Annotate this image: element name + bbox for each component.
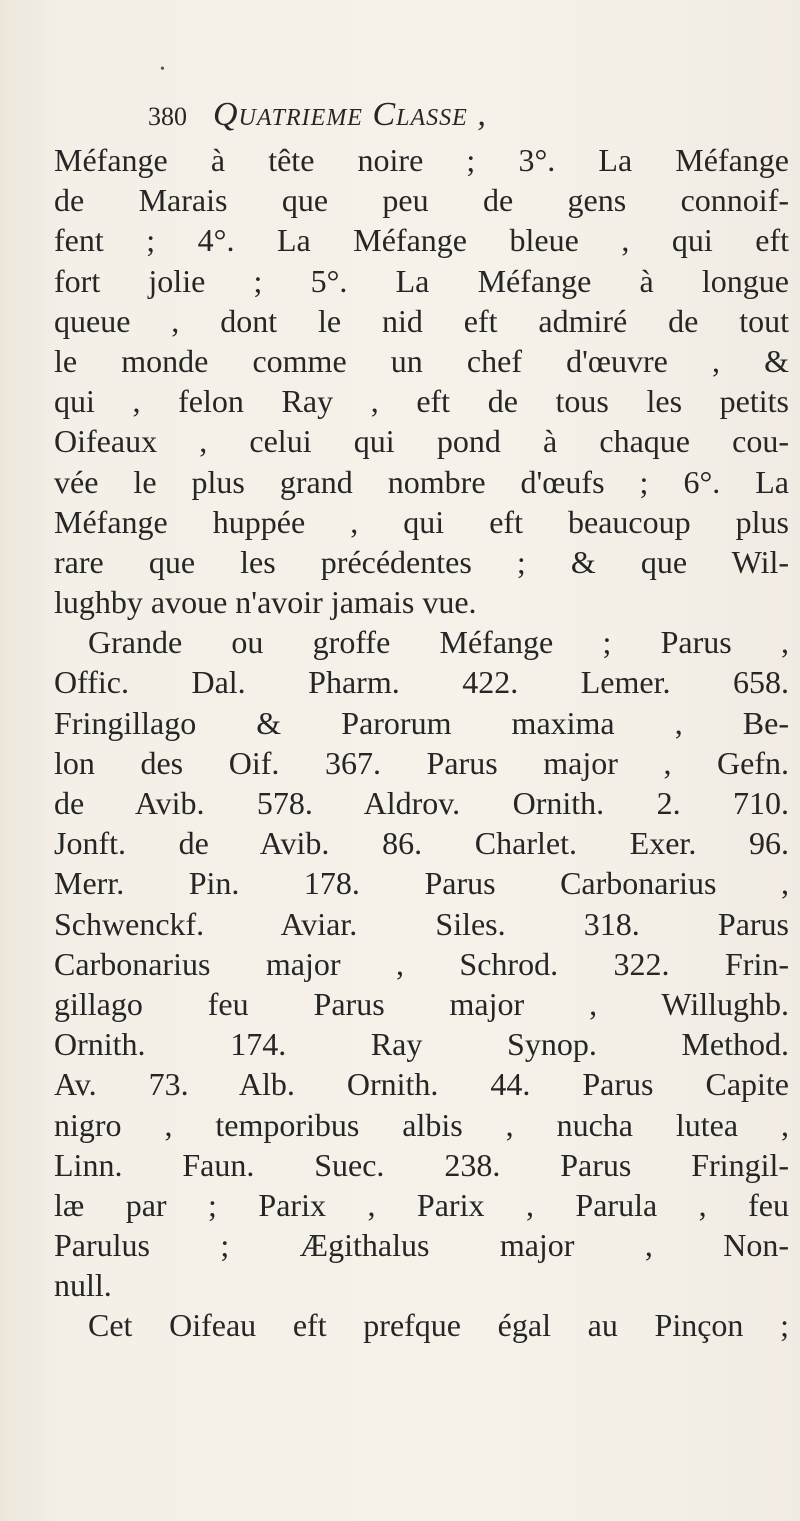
page-number: 380 bbox=[148, 102, 187, 131]
text-line: Jonft. de Avib. 86. Charlet. Exer. 96. bbox=[54, 825, 789, 862]
text-line: lughby avoue n'avoir jamais vue. bbox=[54, 584, 477, 621]
text-line: Schwenckf. Aviar. Siles. 318. Parus bbox=[54, 905, 789, 942]
text-line: Carbonarius major , Schrod. 322. Frin- bbox=[54, 945, 789, 982]
text-line: Av. 73. Alb. Ornith. 44. Parus Capite bbox=[54, 1066, 789, 1103]
text-line: Méfange huppée , qui eft beaucoup plus bbox=[54, 503, 789, 540]
paragraph-1 bbox=[54, 140, 789, 622]
text-line: null. bbox=[54, 1267, 112, 1304]
text-line: Oifeaux , celui qui pond à chaque cou- bbox=[54, 423, 789, 460]
text-line: Offic. Dal. Pharm. 422. Lemer. 658. bbox=[54, 664, 789, 701]
text-line: de Avib. 578. Aldrov. Ornith. 2. 710. bbox=[54, 785, 789, 821]
text-line: de Marais que peu de gens connoif- bbox=[54, 182, 789, 219]
page-header bbox=[148, 96, 788, 136]
text-line: lon des Oif. 367. Parus major , Gefn. bbox=[54, 744, 789, 781]
running-title: Quatrieme Classe , bbox=[213, 96, 487, 133]
text-line: fort jolie ; 5°. La Méfange à longue bbox=[54, 262, 789, 299]
text-line: Méfange à tête noire ; 3°. La Méfange bbox=[54, 142, 789, 178]
text-line: le monde comme un chef d'œuvre , & bbox=[54, 342, 789, 379]
text-line: gillago feu Parus major , Willughb. bbox=[54, 985, 789, 1022]
text-line: Grande ou groffe Méfange ; Parus , bbox=[88, 624, 789, 661]
text-line: Fringillago & Parorum maxima , Be- bbox=[54, 704, 789, 741]
text-line: vée le plus grand nombre d'œufs ; 6°. La bbox=[54, 463, 789, 500]
text-line: Cet Oifeau eft prefque égal au Pinçon ; bbox=[88, 1307, 789, 1344]
body-text bbox=[54, 140, 789, 1346]
text-line: nigro , temporibus albis , nucha lutea , bbox=[54, 1106, 789, 1143]
text-line: queue , dont le nid eft admiré de tout bbox=[54, 302, 789, 339]
text-line: qui , felon Ray , eft de tous les petits bbox=[54, 383, 789, 420]
text-line: Linn. Faun. Suec. 238. Parus Fringil- bbox=[54, 1146, 789, 1183]
paragraph-2 bbox=[54, 622, 789, 1305]
text-line: læ par ; Parix , Parix , Parula , feu bbox=[54, 1186, 789, 1223]
ink-mark: • bbox=[160, 62, 165, 77]
text-line: Parulus ; Ægithalus major , Non- bbox=[54, 1227, 789, 1264]
paragraph-3 bbox=[54, 1305, 789, 1345]
text-line: Merr. Pin. 178. Parus Carbonarius , bbox=[54, 865, 789, 902]
text-line: Ornith. 174. Ray Synop. Method. bbox=[54, 1026, 789, 1063]
text-line: fent ; 4°. La Méfange bleue , qui eft bbox=[54, 222, 789, 259]
text-line: rare que les précédentes ; & que Wil- bbox=[54, 543, 789, 580]
